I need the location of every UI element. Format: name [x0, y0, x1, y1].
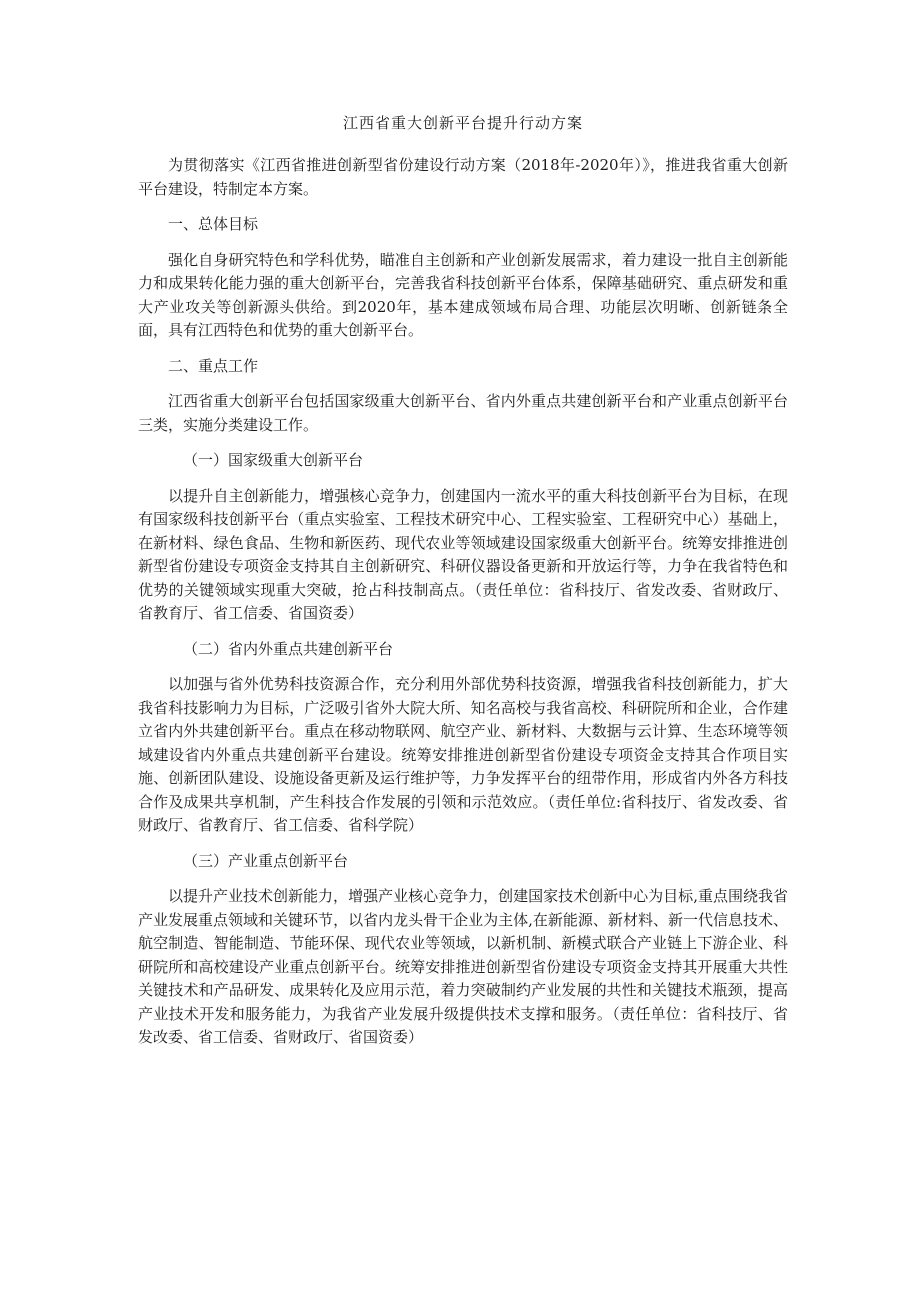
document-title: 江西省重大创新平台提升行动方案	[342, 114, 583, 132]
subsection-3-body: 以提升产业技术创新能力，增强产业核心竞争力，创建国家技术创新中心为目标,重点围绕我省产业发展重点领域和关键环节，以省内龙头骨干企业为主体,在新能源、新材料、新一代信息技术、航空制造、智能制造、节能环保、现代农业等领域，以新机制、新模式联合产业链上下游企业、科研院所和高校建设产业重点创新平台。统筹安排推进创新型省份建设专项资金支持其开展重大共性关键技术和产品研发、成果转化及应用示范，着力突破制约产业发展的共性和关键技术瓶颈，提高产业技术开发和服务能力，为我省产业发展升级提供技术支撑和服务。（责任单位：省科技厅、省发改委、省工信委、省财政厅、省国资委）	[138, 887, 788, 1046]
section-1-body: 强化自身研究特色和学科优势，瞄准自主创新和产业创新发展需求，着力建设一批自主创新能力和成果转化能力强的重大创新平台，完善我省科技创新平台体系，保障基础研究、重点研发和重大产业攻关等创新源头供给。到2020年，基本建成领域布局合理、功能层次明晰、创新链条全面，具有江西特色和优势的重大创新平台。	[138, 250, 788, 339]
section-1-heading: 一、总体目标	[168, 215, 259, 233]
subsection-2-body: 以加强与省外优势科技资源合作，充分利用外部优势科技资源，增强我省科技创新能力，扩大我省科技影响力为目标，广泛吸引省外大院大所、知名高校与我省高校、科研院所和企业，合作建立省内外共建创新平台。重点在移动物联网、航空产业、新材料、大数据与云计算、生态环境等领域建设省内外重点共建创新平台建设。统筹安排推进创新型省份建设专项资金支持其合作项目实施、创新团队建设、设施设备更新及运行维护等，力争发挥平台的纽带作用，形成省内外各方科技合作及成果共享机制，产生科技合作发展的引领和示范效应。（责任单位:省科技厅、省发改委、省财政厅、省教育厅、省工信委、省科学院）	[138, 675, 788, 834]
section-2-heading: 二、重点工作	[168, 356, 259, 375]
subsection-2-heading: （二）省内外重点共建创新平台	[183, 639, 394, 658]
subsection-1-body: 以提升自主创新能力，增强核心竞争力，创建国内一流水平的重大科技创新平台为目标，在现有国家级科技创新平台（重点实验室、工程技术研究中心、工程实验室、工程研究中心）基础上，在新材料、绿色食品、生物和新医药、现代农业等领域建设国家级重大创新平台。统筹安排推进创新型省份建设专项资金支持其自主创新研究、科研仪器设备更新和开放运行等，力争在我省特色和优势的关键领域实现重大突破，抢占科技制高点。（责任单位：省科技厅、省发改委、省财政厅、省教育厅、省工信委、省国资委）	[138, 486, 788, 622]
subsection-3-heading: （三）产业重点创新平台	[183, 851, 349, 870]
subsection-1-heading: （一）国家级重大创新平台	[183, 451, 364, 469]
section-2-body: 江西省重大创新平台包括国家级重大创新平台、省内外重点共建创新平台和产业重点创新平台三类，实施分类建设工作。	[138, 392, 788, 434]
document-page	[138, 112, 788, 1062]
intro-paragraph: 为贯彻落实《江西省推进创新型省份建设行动方案（2018年-2020年）》，推进我省重大创新平台建设，特制定本方案。	[138, 156, 788, 198]
